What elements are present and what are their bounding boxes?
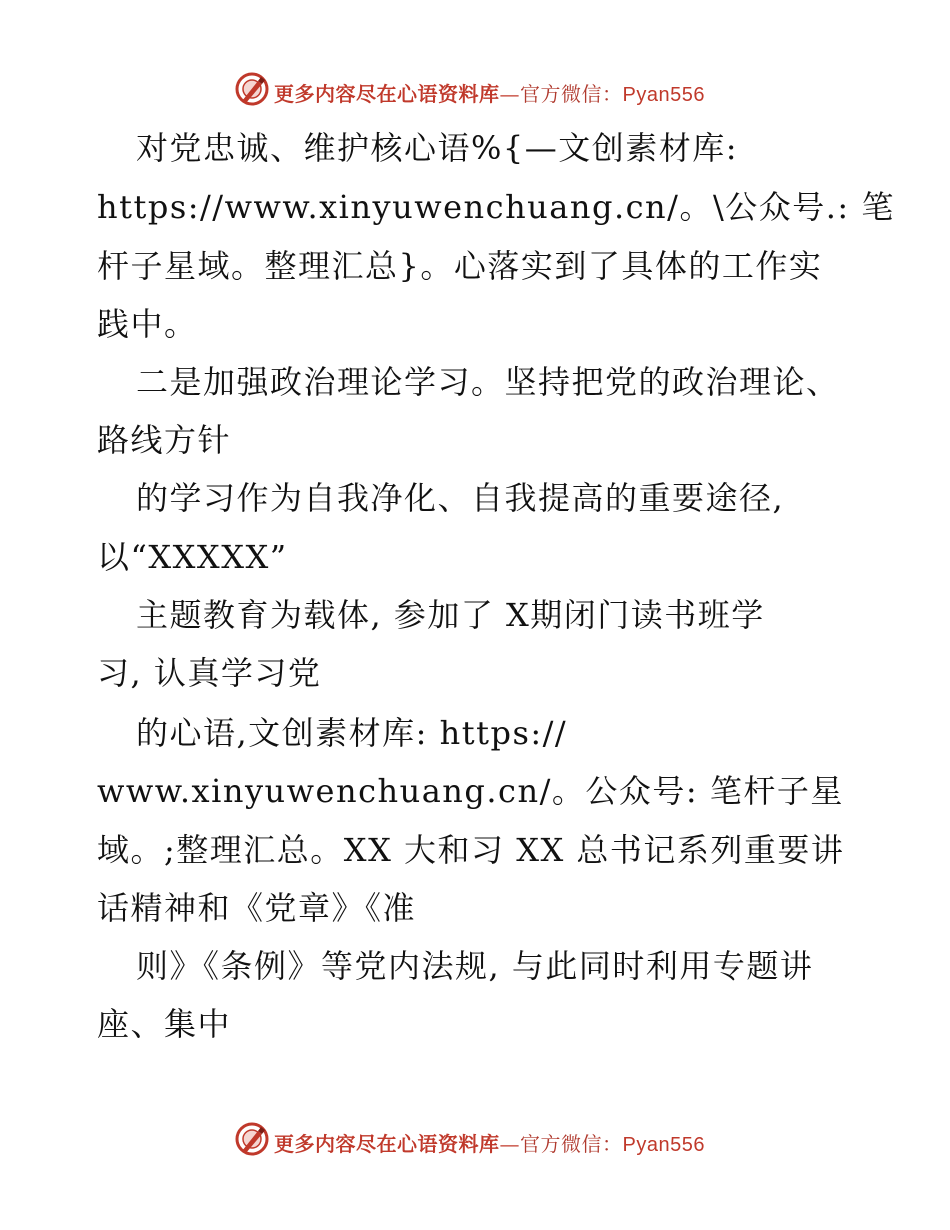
body-line: 的心语,文创素材库: https:// xyxy=(136,714,568,752)
body-line: https://www.xinyuwenchuang.cn/。\公众号.: 笔 xyxy=(97,188,895,226)
footer-banner xyxy=(0,1120,950,1160)
body-line: 域。;整理汇总。XX 大和习 XX 总书记系列重要讲 xyxy=(97,831,845,869)
pen-logo-icon xyxy=(234,1121,270,1157)
header-separator: — xyxy=(499,82,520,106)
body-line: 践中。 xyxy=(97,305,198,343)
body-line: 以“XXXXX” xyxy=(97,538,288,576)
body-line: 主题教育为载体, 参加了 X期闭门读书班学 xyxy=(136,596,765,634)
header-wechat-id: Pyan556 xyxy=(622,84,705,106)
body-line: 话精神和《党章》《准 xyxy=(97,889,417,927)
footer-brand: 更多内容尽在心语资料库 xyxy=(274,1132,500,1156)
header-wechat-label: 官方微信： xyxy=(520,82,623,106)
footer-wechat-label: 官方微信： xyxy=(520,1132,623,1156)
footer-separator: — xyxy=(499,1132,520,1156)
body-line: 则》《条例》等党内法规, 与此同时利用专题讲 xyxy=(136,947,814,985)
footer-banner-text xyxy=(274,1128,705,1157)
body-line: 对党忠诚、维护核心语%{—文创素材库: xyxy=(136,129,739,167)
header-brand: 更多内容尽在心语资料库 xyxy=(274,82,500,106)
body-line: 二是加强政治理论学习。坚持把党的政治理论、 xyxy=(136,363,840,401)
body-line: 杆子星域。整理汇总}。心落实到了具体的工作实 xyxy=(97,247,823,285)
footer-wechat-id: Pyan556 xyxy=(622,1134,705,1156)
body-line: 习, 认真学习党 xyxy=(97,654,322,692)
body-line: 的学习作为自我净化、自我提高的重要途径, xyxy=(136,479,785,517)
body-line: 座、集中 xyxy=(97,1005,232,1043)
body-line: 路线方针 xyxy=(97,421,232,459)
body-line: www.xinyuwenchuang.cn/。公众号: 笔杆子星 xyxy=(97,772,844,810)
